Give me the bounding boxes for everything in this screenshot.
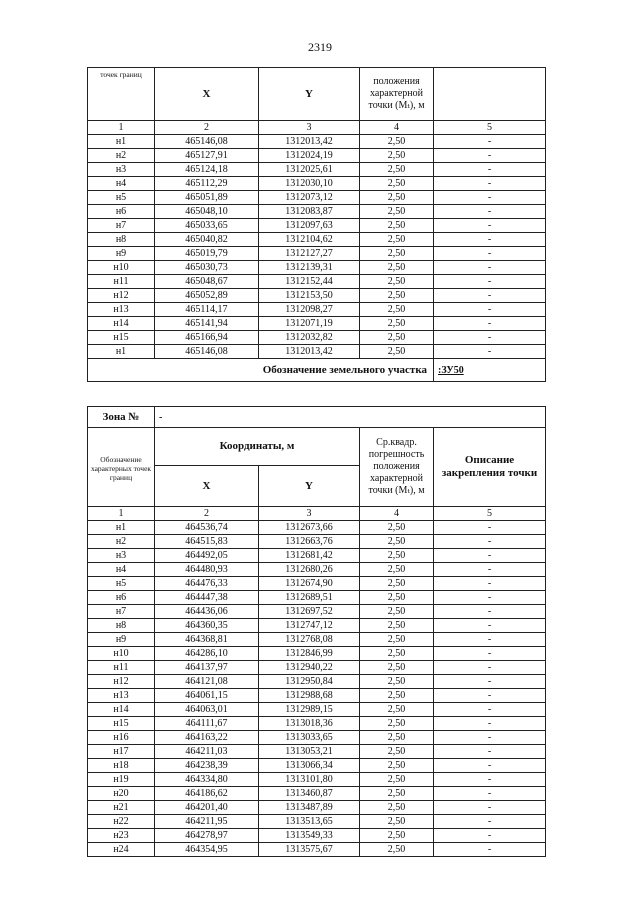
coord-y: 1313101,80 xyxy=(259,773,360,787)
coord-y: 1313066,34 xyxy=(259,759,360,773)
coord-x: 464436,06 xyxy=(155,605,259,619)
coord-y: 1312032,82 xyxy=(259,331,360,345)
description-value: - xyxy=(434,759,546,773)
coord-y: 1312689,51 xyxy=(259,591,360,605)
point-id: н17 xyxy=(88,745,155,759)
header-y: Y xyxy=(259,68,360,121)
error-value: 2,50 xyxy=(360,205,434,219)
coord-y: 1312950,84 xyxy=(259,675,360,689)
col-number: 3 xyxy=(259,507,360,521)
point-id: н9 xyxy=(88,247,155,261)
description-value: - xyxy=(434,647,546,661)
coord-y: 1312989,15 xyxy=(259,703,360,717)
table-row xyxy=(88,759,546,773)
coord-y: 1312846,99 xyxy=(259,647,360,661)
point-id: н7 xyxy=(88,219,155,233)
table-row xyxy=(88,331,546,345)
description-value: - xyxy=(434,261,546,275)
header-error: Ср.квадр. погрешность положения характерной точки (Mₜ), м xyxy=(360,428,434,507)
coord-x: 464286,10 xyxy=(155,647,259,661)
table-row xyxy=(88,745,546,759)
coord-y: 1312680,26 xyxy=(259,563,360,577)
description-value: - xyxy=(434,163,546,177)
error-value: 2,50 xyxy=(360,345,434,359)
point-id: н7 xyxy=(88,605,155,619)
description-value: - xyxy=(434,205,546,219)
point-id: н10 xyxy=(88,647,155,661)
error-value: 2,50 xyxy=(360,331,434,345)
table-row xyxy=(88,843,546,857)
error-value: 2,50 xyxy=(360,717,434,731)
table-row xyxy=(88,633,546,647)
table-row xyxy=(88,177,546,191)
error-value: 2,50 xyxy=(360,247,434,261)
point-id: н4 xyxy=(88,177,155,191)
point-id: н22 xyxy=(88,815,155,829)
coord-y: 1312988,68 xyxy=(259,689,360,703)
coord-y: 1312024,19 xyxy=(259,149,360,163)
point-id: н5 xyxy=(88,191,155,205)
table-row xyxy=(88,801,546,815)
table-row xyxy=(88,233,546,247)
table-row xyxy=(88,549,546,563)
description-value: - xyxy=(434,703,546,717)
page-number: 2319 xyxy=(308,40,332,54)
coordinates-table-1 xyxy=(87,67,546,382)
table-row xyxy=(88,247,546,261)
error-value: 2,50 xyxy=(360,675,434,689)
description-value: - xyxy=(434,689,546,703)
coord-x: 464163,22 xyxy=(155,731,259,745)
coord-x: 465030,73 xyxy=(155,261,259,275)
coord-x: 464360,35 xyxy=(155,619,259,633)
description-value: - xyxy=(434,177,546,191)
coord-x: 465127,91 xyxy=(155,149,259,163)
error-value: 2,50 xyxy=(360,801,434,815)
error-value: 2,50 xyxy=(360,633,434,647)
table-row xyxy=(88,605,546,619)
zone-value: - xyxy=(155,407,546,428)
point-id: н1 xyxy=(88,135,155,149)
table-row xyxy=(88,345,546,359)
header-point-label: Обозначение характерных точек границ xyxy=(88,428,155,507)
error-value: 2,50 xyxy=(360,191,434,205)
error-value: 2,50 xyxy=(360,759,434,773)
point-id: н10 xyxy=(88,261,155,275)
error-value: 2,50 xyxy=(360,149,434,163)
error-value: 2,50 xyxy=(360,535,434,549)
description-value: - xyxy=(434,191,546,205)
header-error: положения характерной точки (Mₜ), м xyxy=(360,68,434,121)
description-value: - xyxy=(434,633,546,647)
col-number: 4 xyxy=(360,121,434,135)
table-row xyxy=(88,163,546,177)
table-row xyxy=(88,591,546,605)
coord-x: 464211,03 xyxy=(155,745,259,759)
coord-y: 1312098,27 xyxy=(259,303,360,317)
col-number: 4 xyxy=(360,507,434,521)
error-value: 2,50 xyxy=(360,219,434,233)
header-point-label: точек границ xyxy=(88,68,155,121)
error-value: 2,50 xyxy=(360,731,434,745)
point-id: н11 xyxy=(88,661,155,675)
coord-y: 1313575,67 xyxy=(259,843,360,857)
point-id: н5 xyxy=(88,577,155,591)
description-value: - xyxy=(434,815,546,829)
table-row xyxy=(88,275,546,289)
coord-x: 465033,65 xyxy=(155,219,259,233)
header-coordinates: Координаты, м xyxy=(155,428,360,466)
coord-y: 1313053,21 xyxy=(259,745,360,759)
coord-y: 1312097,63 xyxy=(259,219,360,233)
coord-y: 1312025,61 xyxy=(259,163,360,177)
coord-y: 1312747,12 xyxy=(259,619,360,633)
description-value: - xyxy=(434,717,546,731)
point-id: н2 xyxy=(88,149,155,163)
error-value: 2,50 xyxy=(360,703,434,717)
point-id: н16 xyxy=(88,731,155,745)
coord-y: 1312013,42 xyxy=(259,345,360,359)
table-row xyxy=(88,317,546,331)
coord-y: 1312104,62 xyxy=(259,233,360,247)
error-value: 2,50 xyxy=(360,163,434,177)
coord-x: 464186,62 xyxy=(155,787,259,801)
table-row xyxy=(88,717,546,731)
description-value: - xyxy=(434,661,546,675)
coord-y: 1313018,36 xyxy=(259,717,360,731)
table-row xyxy=(88,289,546,303)
point-id: н13 xyxy=(88,689,155,703)
description-value: - xyxy=(434,745,546,759)
coord-x: 464121,08 xyxy=(155,675,259,689)
point-id: н1 xyxy=(88,345,155,359)
point-id: н8 xyxy=(88,233,155,247)
col-number: 2 xyxy=(155,121,259,135)
point-id: н14 xyxy=(88,317,155,331)
coord-x: 464063,01 xyxy=(155,703,259,717)
coord-y: 1313549,33 xyxy=(259,829,360,843)
error-value: 2,50 xyxy=(360,135,434,149)
point-id: н4 xyxy=(88,563,155,577)
coord-x: 464354,95 xyxy=(155,843,259,857)
coord-y: 1312673,66 xyxy=(259,521,360,535)
coord-x: 464447,38 xyxy=(155,591,259,605)
description-value: - xyxy=(434,219,546,233)
point-id: н8 xyxy=(88,619,155,633)
header-y: Y xyxy=(259,466,360,507)
coord-y: 1312663,76 xyxy=(259,535,360,549)
description-value: - xyxy=(434,521,546,535)
coord-y: 1312768,08 xyxy=(259,633,360,647)
error-value: 2,50 xyxy=(360,261,434,275)
coord-y: 1312697,52 xyxy=(259,605,360,619)
coord-x: 465114,17 xyxy=(155,303,259,317)
description-value: - xyxy=(434,801,546,815)
point-id: н3 xyxy=(88,163,155,177)
table-row xyxy=(88,787,546,801)
col-number: 5 xyxy=(434,121,546,135)
col-number: 1 xyxy=(88,507,155,521)
description-value: - xyxy=(434,233,546,247)
table-row xyxy=(88,577,546,591)
description-value: - xyxy=(434,675,546,689)
coord-y: 1312073,12 xyxy=(259,191,360,205)
coord-y: 1312674,90 xyxy=(259,577,360,591)
error-value: 2,50 xyxy=(360,661,434,675)
table-row xyxy=(88,703,546,717)
coord-x: 464536,74 xyxy=(155,521,259,535)
point-id: н6 xyxy=(88,205,155,219)
description-value: - xyxy=(434,331,546,345)
point-id: н20 xyxy=(88,787,155,801)
error-value: 2,50 xyxy=(360,549,434,563)
parcel-value xyxy=(434,359,546,382)
description-value: - xyxy=(434,787,546,801)
description-value: - xyxy=(434,135,546,149)
description-value: - xyxy=(434,563,546,577)
coord-x: 465051,89 xyxy=(155,191,259,205)
coord-x: 464515,83 xyxy=(155,535,259,549)
col-number: 1 xyxy=(88,121,155,135)
error-value: 2,50 xyxy=(360,829,434,843)
coord-x: 464278,97 xyxy=(155,829,259,843)
error-value: 2,50 xyxy=(360,605,434,619)
coord-x: 464061,15 xyxy=(155,689,259,703)
coord-y: 1312940,22 xyxy=(259,661,360,675)
col-number: 5 xyxy=(434,507,546,521)
coord-y: 1313513,65 xyxy=(259,815,360,829)
error-value: 2,50 xyxy=(360,843,434,857)
coord-x: 465019,79 xyxy=(155,247,259,261)
error-value: 2,50 xyxy=(360,563,434,577)
coord-y: 1312152,44 xyxy=(259,275,360,289)
coord-x: 464334,80 xyxy=(155,773,259,787)
table-row xyxy=(88,521,546,535)
error-value: 2,50 xyxy=(360,619,434,633)
point-id: н9 xyxy=(88,633,155,647)
coord-x: 465112,29 xyxy=(155,177,259,191)
coord-y: 1312083,87 xyxy=(259,205,360,219)
col-number: 3 xyxy=(259,121,360,135)
error-value: 2,50 xyxy=(360,787,434,801)
coord-y: 1312013,42 xyxy=(259,135,360,149)
description-value: - xyxy=(434,591,546,605)
coord-y: 1312127,27 xyxy=(259,247,360,261)
point-id: н21 xyxy=(88,801,155,815)
coord-x: 464111,67 xyxy=(155,717,259,731)
table-row xyxy=(88,563,546,577)
header-x: X xyxy=(155,466,259,507)
coord-x: 464492,05 xyxy=(155,549,259,563)
error-value: 2,50 xyxy=(360,289,434,303)
coord-x: 465048,10 xyxy=(155,205,259,219)
error-value: 2,50 xyxy=(360,745,434,759)
error-value: 2,50 xyxy=(360,303,434,317)
coord-x: 465166,94 xyxy=(155,331,259,345)
coord-y: 1313033,65 xyxy=(259,731,360,745)
point-id: н2 xyxy=(88,535,155,549)
table-row xyxy=(88,773,546,787)
description-value: - xyxy=(434,247,546,261)
coord-x: 465040,82 xyxy=(155,233,259,247)
description-value: - xyxy=(434,605,546,619)
table-row xyxy=(88,303,546,317)
point-id: н12 xyxy=(88,675,155,689)
table-row xyxy=(88,661,546,675)
coord-x: 465052,89 xyxy=(155,289,259,303)
table-row xyxy=(88,619,546,633)
header-x: X xyxy=(155,68,259,121)
coord-x: 465146,08 xyxy=(155,345,259,359)
error-value: 2,50 xyxy=(360,689,434,703)
error-value: 2,50 xyxy=(360,233,434,247)
table-row xyxy=(88,219,546,233)
point-id: н15 xyxy=(88,717,155,731)
point-id: н6 xyxy=(88,591,155,605)
error-value: 2,50 xyxy=(360,591,434,605)
error-value: 2,50 xyxy=(360,275,434,289)
error-value: 2,50 xyxy=(360,521,434,535)
description-value: - xyxy=(434,731,546,745)
error-value: 2,50 xyxy=(360,577,434,591)
description-value: - xyxy=(434,843,546,857)
table-row xyxy=(88,815,546,829)
point-id: н12 xyxy=(88,289,155,303)
point-id: н15 xyxy=(88,331,155,345)
table-row xyxy=(88,731,546,745)
coord-y: 1312153,50 xyxy=(259,289,360,303)
coord-y: 1312139,31 xyxy=(259,261,360,275)
coord-y: 1312071,19 xyxy=(259,317,360,331)
error-value: 2,50 xyxy=(360,317,434,331)
error-value: 2,50 xyxy=(360,647,434,661)
description-value: - xyxy=(434,149,546,163)
coord-x: 465048,67 xyxy=(155,275,259,289)
coord-x: 464238,39 xyxy=(155,759,259,773)
description-value: - xyxy=(434,773,546,787)
point-id: н11 xyxy=(88,275,155,289)
description-value: - xyxy=(434,535,546,549)
table-row xyxy=(88,535,546,549)
table-row xyxy=(88,135,546,149)
table-row xyxy=(88,647,546,661)
description-value: - xyxy=(434,549,546,563)
table-row xyxy=(88,191,546,205)
coord-x: 464368,81 xyxy=(155,633,259,647)
point-id: н14 xyxy=(88,703,155,717)
description-value: - xyxy=(434,275,546,289)
zone-label: Зона № xyxy=(88,407,155,428)
point-id: н19 xyxy=(88,773,155,787)
point-id: н23 xyxy=(88,829,155,843)
coord-x: 464476,33 xyxy=(155,577,259,591)
description-value: - xyxy=(434,345,546,359)
description-value: - xyxy=(434,317,546,331)
parcel-value-text: :ЗУ50 xyxy=(438,364,464,376)
point-id: н18 xyxy=(88,759,155,773)
coord-x: 465124,18 xyxy=(155,163,259,177)
table-row xyxy=(88,689,546,703)
description-value: - xyxy=(434,829,546,843)
point-id: н1 xyxy=(88,521,155,535)
error-value: 2,50 xyxy=(360,815,434,829)
description-value: - xyxy=(434,289,546,303)
point-id: н13 xyxy=(88,303,155,317)
table-row xyxy=(88,149,546,163)
description-value: - xyxy=(434,577,546,591)
coord-x: 464137,97 xyxy=(155,661,259,675)
table-row xyxy=(88,205,546,219)
description-value: - xyxy=(434,619,546,633)
point-id: н3 xyxy=(88,549,155,563)
header-description xyxy=(434,68,546,121)
error-value: 2,50 xyxy=(360,177,434,191)
coord-y: 1313460,87 xyxy=(259,787,360,801)
coord-y: 1312030,10 xyxy=(259,177,360,191)
col-number: 2 xyxy=(155,507,259,521)
point-id: н24 xyxy=(88,843,155,857)
error-value: 2,50 xyxy=(360,773,434,787)
coord-x: 465146,08 xyxy=(155,135,259,149)
coord-x: 465141,94 xyxy=(155,317,259,331)
table-row xyxy=(88,261,546,275)
coord-x: 464480,93 xyxy=(155,563,259,577)
coordinates-table-2 xyxy=(87,406,546,857)
coord-y: 1313487,89 xyxy=(259,801,360,815)
coord-x: 464201,40 xyxy=(155,801,259,815)
table-row xyxy=(88,675,546,689)
coord-x: 464211,95 xyxy=(155,815,259,829)
coord-y: 1312681,42 xyxy=(259,549,360,563)
table-row xyxy=(88,829,546,843)
header-description: Описание закрепления точки xyxy=(434,428,546,507)
description-value: - xyxy=(434,303,546,317)
parcel-label: Обозначение земельного участка xyxy=(88,359,434,382)
